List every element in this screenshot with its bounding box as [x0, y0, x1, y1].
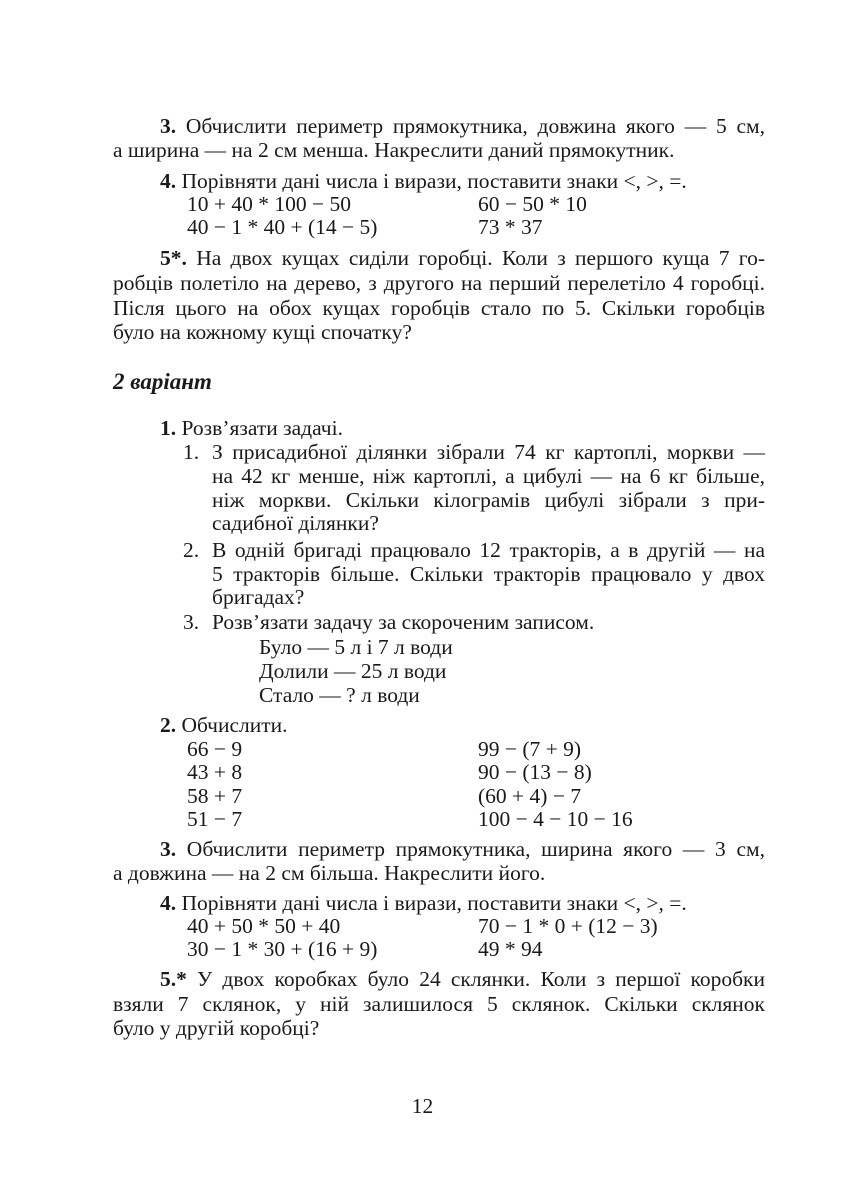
expression: 30 − 1 * 30 + (16 + 9) [187, 937, 378, 961]
task-number: 4. [160, 891, 177, 915]
task-line: 5.* У двох коробках було 24 склянки. Коли з першої коробки [160, 967, 766, 991]
task-line: робців полетіло на дерево, з другого на перший перелетіло 4 горобці. [113, 271, 765, 295]
task-line: Після цього на обох кущах горобців стало по 5. Скільки горобців [113, 296, 765, 320]
task-number: 5*. [160, 246, 187, 270]
task-line: а довжина — на 2 см більша. Накреслити його. [113, 861, 546, 885]
expression: 66 − 9 [187, 737, 243, 761]
variant-heading: 2 варіант [113, 369, 212, 394]
subtask-number: 3. [183, 610, 200, 634]
task-number: 2. [160, 713, 177, 737]
task-number: 4. [160, 169, 177, 193]
expression: 40 − 1 * 40 + (14 − 5) [187, 215, 378, 239]
task-line: а ширина — на 2 см менша. Накреслити даний прямокутник. [113, 138, 675, 162]
task-line: 2. Обчислити. [160, 713, 288, 737]
task-line: бригадах? [212, 585, 305, 609]
expression: 99 − (7 + 9) [478, 737, 582, 761]
task-line: 3. Обчислити периметр прямокутника, ширина якого — 3 см, [160, 837, 765, 861]
expression: 58 + 7 [187, 784, 243, 808]
task-number: 1. [160, 416, 177, 440]
subtask-number: 1. [183, 440, 200, 464]
task-line: ніж моркви. Скільки кілограмів цибулі зібрали з при- [212, 488, 765, 512]
expression: 49 * 94 [478, 937, 543, 961]
task-line: садибної ділянки? [212, 511, 379, 535]
task-line: 3. Обчислити периметр прямокутника, довжина якого — 5 см, [160, 114, 765, 138]
task-number: 5.* [160, 967, 187, 991]
task-line: 4. Порівняти дані числа і вирази, поставити знаки <, >, =. [160, 169, 687, 193]
expression: (60 + 4) − 7 [478, 784, 582, 808]
subtask-number: 2. [183, 538, 200, 562]
task-number: 3. [160, 837, 177, 861]
task-line: Розв’язати задачу за скороченим записом. [212, 610, 595, 634]
expression: 51 − 7 [187, 807, 243, 831]
task-line: З присадибної ділянки зібрали 74 кг картоплі, моркви — [212, 440, 765, 464]
task-number: 3. [160, 114, 177, 138]
short-record-line: Стало — ? л води [259, 683, 420, 707]
expression: 90 − (13 − 8) [478, 760, 592, 784]
task-line: було на кожному кущі спочатку? [113, 320, 412, 344]
expression: 10 + 40 * 100 − 50 [187, 192, 352, 216]
task-line: було у другій коробці? [113, 1016, 320, 1040]
task-line: 5*. На двох кущах сиділи горобці. Коли з першого куща 7 го- [160, 246, 765, 270]
task-line: 5 тракторів більше. Скільки тракторів працювало у двох [212, 562, 765, 586]
task-line: 1. Розв’язати задачі. [160, 416, 343, 440]
expression: 43 + 8 [187, 760, 243, 784]
page-number: 12 [411, 1094, 434, 1118]
expression: 73 * 37 [478, 215, 543, 239]
expression: 100 − 4 − 10 − 16 [478, 807, 633, 831]
task-line: В одній бригаді працювало 12 тракторів, а в другій — на [212, 538, 765, 562]
task-line: 4. Порівняти дані числа і вирази, поставити знаки <, >, =. [160, 891, 687, 915]
expression: 60 − 50 * 10 [478, 192, 587, 216]
short-record-line: Долили — 25 л води [259, 659, 447, 683]
short-record-line: Було — 5 л і 7 л води [259, 635, 453, 659]
task-line: на 42 кг менше, ніж картоплі, а цибулі — на 6 кг більше, [212, 464, 765, 488]
task-line: взяли 7 склянок, у ній залишилося 5 склянок. Скільки склянок [113, 992, 765, 1016]
expression: 70 − 1 * 0 + (12 − 3) [478, 914, 658, 938]
expression: 40 + 50 * 50 + 40 [187, 914, 341, 938]
